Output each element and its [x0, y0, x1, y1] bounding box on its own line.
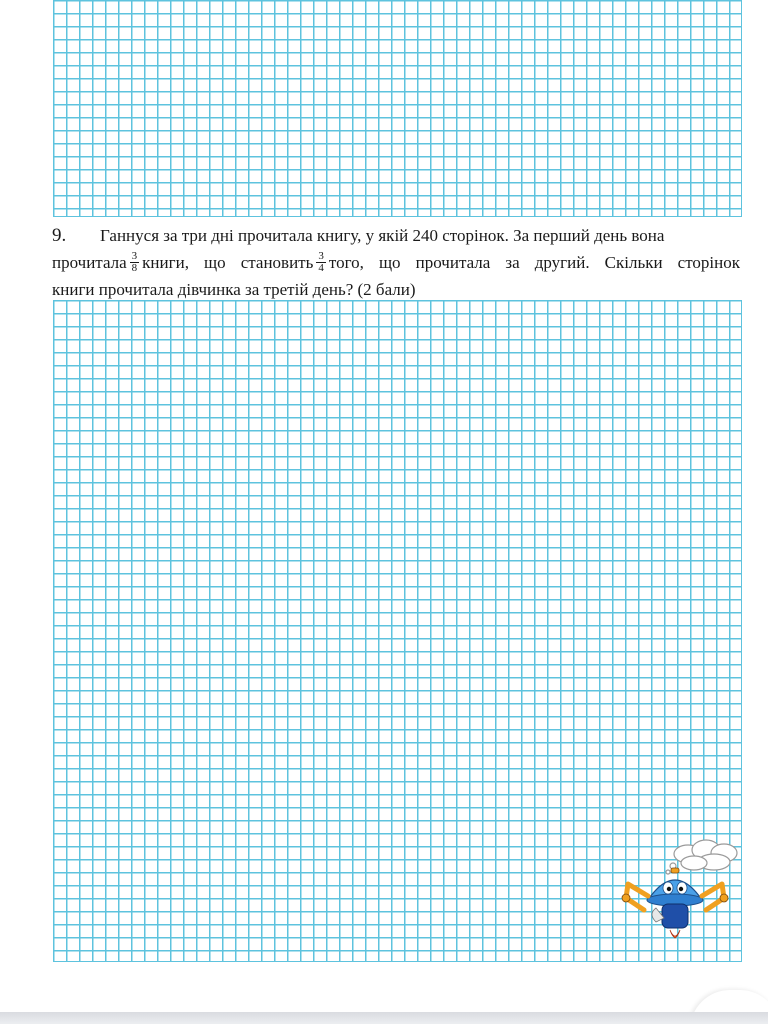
fraction-three-quarters [316, 251, 326, 274]
thinking-robot-mascot-icon [618, 838, 742, 958]
task-text-seg-1: прочитала [52, 253, 127, 272]
fraction-1-numerator: 3 [131, 249, 138, 262]
task-text-seg-2: книги, що становить [142, 253, 314, 272]
fraction-2-denominator: 4 [318, 261, 324, 274]
grid-paper-top [53, 0, 742, 217]
viewer-bottom-edge [0, 1012, 768, 1024]
task-line-1 [52, 222, 740, 249]
task-9 [52, 222, 740, 303]
task-number: 9. [52, 225, 67, 246]
task-text-seg-3: того, що прочитала за другий. Скільки сторінок [328, 253, 741, 272]
task-line-3 [52, 276, 740, 303]
fraction-1-denominator: 8 [131, 261, 138, 274]
fraction-2-numerator: 3 [318, 249, 324, 262]
task-text-line-1: Ганнуся за три дні прочитала книгу, у якій 240 сторінок. За перший день вона [100, 226, 665, 245]
task-line-2 [52, 249, 740, 276]
task-text-line-3: книги прочитала дівчинка за третій день? (2 бали) [52, 280, 416, 299]
fraction-three-eighths [130, 251, 140, 274]
